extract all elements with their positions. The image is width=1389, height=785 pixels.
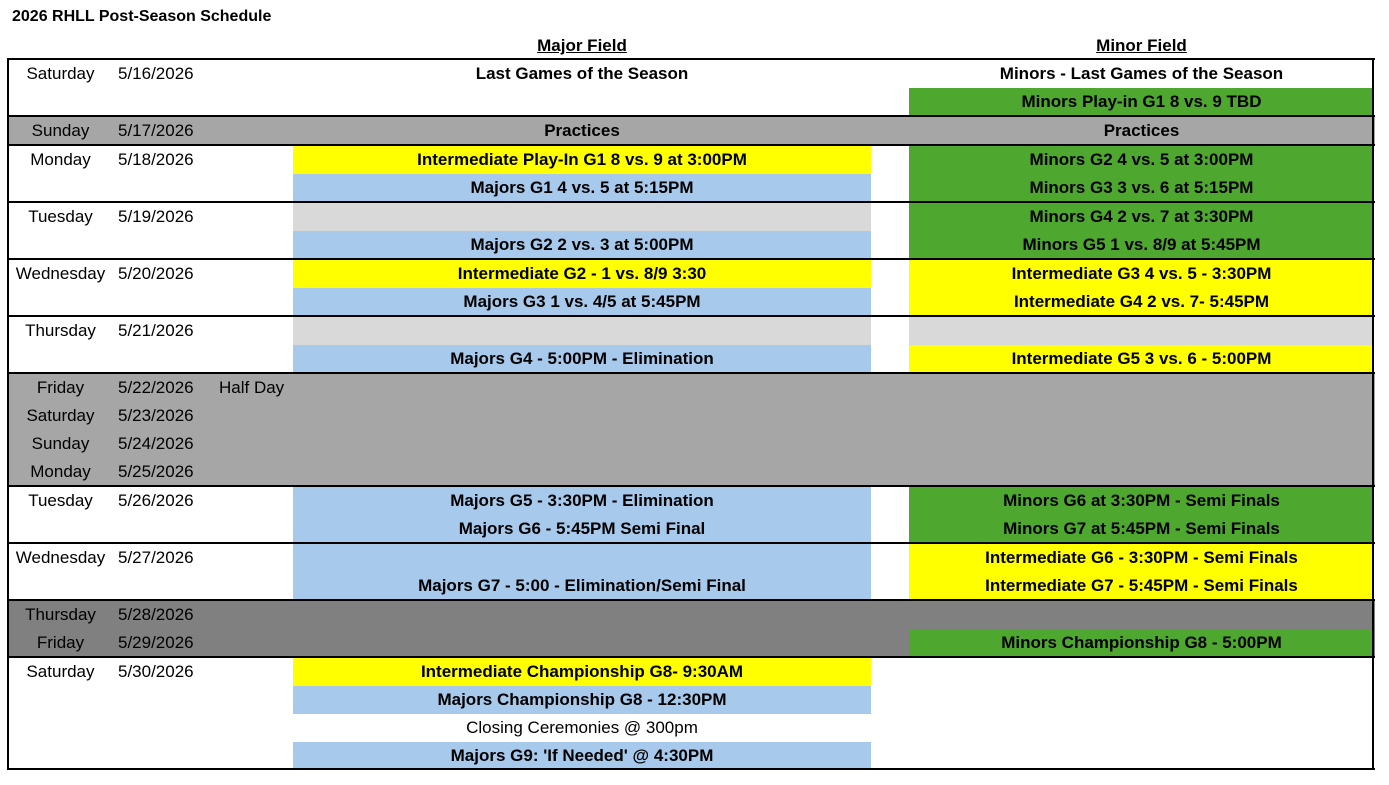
- date-cell: [118, 288, 218, 316]
- major-field-cell: Intermediate Championship G8- 9:30AM: [420, 662, 744, 681]
- day-cell: Sunday: [31, 121, 90, 140]
- day-cell: [8, 572, 113, 600]
- minor-field-cell: [909, 402, 1374, 430]
- major-field-cell: Closing Ceremonies @ 300pm: [466, 718, 698, 737]
- date-cell: 5/29/2026: [118, 633, 194, 652]
- note-cell: [219, 572, 299, 600]
- note-cell: Half Day: [219, 378, 285, 397]
- day-cell: Saturday: [26, 662, 95, 681]
- note-cell: [219, 487, 299, 515]
- group-border: [8, 768, 1375, 770]
- note-cell: [219, 146, 299, 174]
- major-field-cell: Last Games of the Season: [475, 64, 689, 83]
- date-cell: 5/30/2026: [118, 662, 194, 681]
- major-field-cell: Majors G2 2 vs. 3 at 5:00PM: [470, 235, 694, 254]
- major-field-cell: [293, 88, 871, 116]
- day-cell: [8, 686, 113, 714]
- major-field-cell: Majors G6 - 5:45PM Semi Final: [458, 519, 706, 538]
- day-cell: [8, 742, 113, 770]
- date-cell: 5/20/2026: [118, 264, 194, 283]
- group-border: [8, 58, 1375, 60]
- minor-field-cell: Practices: [1103, 121, 1180, 140]
- day-cell: Wednesday: [15, 264, 106, 283]
- day-cell: Monday: [30, 462, 91, 481]
- minor-field-cell: Minors Play-in G1 8 vs. 9 TBD: [1021, 92, 1262, 111]
- major-field-cell: Majors G3 1 vs. 4/5 at 5:45PM: [463, 292, 701, 311]
- date-cell: [118, 345, 218, 373]
- date-cell: 5/23/2026: [118, 406, 194, 425]
- date-cell: 5/25/2026: [118, 462, 194, 481]
- day-cell: Monday: [30, 150, 91, 169]
- date-cell: 5/22/2026: [118, 378, 194, 397]
- note-cell: [219, 174, 299, 202]
- note-cell: [219, 515, 299, 543]
- major-field-cell: [293, 402, 871, 430]
- major-field-cell: Practices: [544, 121, 620, 140]
- date-cell: 5/21/2026: [118, 321, 194, 340]
- minor-field-cell: [909, 714, 1374, 742]
- note-cell: [219, 203, 299, 231]
- day-cell: [8, 288, 113, 316]
- minor-field-cell: Intermediate G5 3 vs. 6 - 5:00PM: [1011, 349, 1272, 368]
- minor-field-cell: [909, 601, 1374, 629]
- group-border: [8, 315, 1375, 317]
- date-cell: [118, 714, 218, 742]
- note-cell: [219, 117, 299, 145]
- minor-field-cell: Intermediate G7 - 5:45PM - Semi Finals: [985, 576, 1298, 595]
- minor-field-cell: [909, 658, 1374, 686]
- major-field-cell: [293, 374, 871, 402]
- note-cell: [219, 231, 299, 259]
- day-cell: Sunday: [31, 434, 90, 453]
- note-cell: [219, 88, 299, 116]
- major-field-cell: [293, 430, 871, 458]
- table-side-border: [7, 58, 9, 770]
- major-field-cell: [293, 317, 871, 345]
- note-cell: [219, 430, 299, 458]
- major-field-cell: [293, 629, 871, 657]
- note-cell: [219, 686, 299, 714]
- day-cell: [8, 345, 113, 373]
- minor-field-cell: Minors - Last Games of the Season: [999, 64, 1284, 83]
- major-field-cell: Majors G7 - 5:00 - Elimination/Semi Final: [418, 576, 746, 595]
- note-cell: [219, 288, 299, 316]
- date-cell: 5/27/2026: [118, 548, 194, 567]
- date-cell: 5/26/2026: [118, 491, 194, 510]
- day-cell: Saturday: [26, 64, 95, 83]
- minor-field-cell: Intermediate G4 2 vs. 7- 5:45PM: [1013, 292, 1270, 311]
- date-cell: [118, 88, 218, 116]
- day-cell: Friday: [36, 378, 85, 397]
- major-field-cell: Majors G1 4 vs. 5 at 5:15PM: [470, 178, 694, 197]
- major-field-cell: Intermediate G2 - 1 vs. 8/9 3:30: [457, 264, 707, 283]
- group-border: [8, 485, 1375, 487]
- group-border: [8, 115, 1375, 117]
- minor-field-cell: [909, 458, 1374, 486]
- major-field-cell: [293, 601, 871, 629]
- minor-field-cell: Intermediate G6 - 3:30PM - Semi Finals: [985, 548, 1298, 567]
- minor-field-cell: Minors Championship G8 - 5:00PM: [1001, 633, 1282, 652]
- minor-field-cell: [909, 430, 1374, 458]
- group-border: [8, 542, 1375, 544]
- date-cell: 5/16/2026: [118, 64, 194, 83]
- day-cell: Thursday: [25, 605, 96, 624]
- group-border: [8, 656, 1375, 658]
- major-field-cell: [293, 544, 871, 572]
- note-cell: [219, 402, 299, 430]
- table-side-border: [1372, 58, 1374, 770]
- note-cell: [219, 345, 299, 373]
- major-field-cell: Majors G5 - 3:30PM - Elimination: [450, 491, 714, 510]
- note-cell: [219, 544, 299, 572]
- note-cell: [219, 60, 299, 88]
- minor-field-cell: [909, 374, 1374, 402]
- day-cell: [8, 174, 113, 202]
- date-cell: 5/18/2026: [118, 150, 194, 169]
- note-cell: [219, 317, 299, 345]
- day-cell: [8, 88, 113, 116]
- date-cell: [118, 572, 218, 600]
- note-cell: [219, 714, 299, 742]
- group-border: [8, 599, 1375, 601]
- day-cell: Wednesday: [15, 548, 106, 567]
- note-cell: [219, 658, 299, 686]
- note-cell: [219, 742, 299, 770]
- date-cell: [118, 515, 218, 543]
- day-cell: Friday: [36, 633, 85, 652]
- major-field-cell: [293, 458, 871, 486]
- minor-field-cell: Minors G3 3 vs. 6 at 5:15PM: [1029, 178, 1254, 197]
- major-field-cell: [293, 203, 871, 231]
- group-border: [8, 144, 1375, 146]
- major-field-cell: Majors G9: 'If Needed' @ 4:30PM: [450, 746, 714, 765]
- date-cell: [118, 742, 218, 770]
- note-cell: [219, 601, 299, 629]
- major-field-header: Major Field: [537, 36, 627, 55]
- date-cell: [118, 231, 218, 259]
- minor-field-cell: Minors G5 1 vs. 8/9 at 5:45PM: [1022, 235, 1261, 254]
- major-field-cell: Majors G4 - 5:00PM - Elimination: [450, 349, 714, 368]
- minor-field-cell: Minors G6 at 3:30PM - Semi Finals: [1003, 491, 1280, 510]
- day-cell: Tuesday: [28, 491, 93, 510]
- day-cell: [8, 231, 113, 259]
- date-cell: 5/24/2026: [118, 434, 194, 453]
- day-cell: Thursday: [25, 321, 96, 340]
- date-cell: 5/28/2026: [118, 605, 194, 624]
- date-cell: [118, 174, 218, 202]
- note-cell: [219, 458, 299, 486]
- day-cell: Tuesday: [28, 207, 93, 226]
- minor-field-cell: Minors G4 2 vs. 7 at 3:30PM: [1029, 207, 1254, 226]
- minor-field-cell: Intermediate G3 4 vs. 5 - 3:30PM: [1011, 264, 1272, 283]
- minor-field-header: Minor Field: [1096, 36, 1187, 55]
- day-cell: [8, 714, 113, 742]
- page-title: 2026 RHLL Post-Season Schedule: [12, 8, 272, 25]
- group-border: [8, 372, 1375, 374]
- minor-field-cell: [909, 317, 1374, 345]
- group-border: [8, 258, 1375, 260]
- note-cell: [219, 260, 299, 288]
- group-border: [8, 201, 1375, 203]
- minor-field-cell: Minors G2 4 vs. 5 at 3:00PM: [1029, 150, 1254, 169]
- day-cell: [8, 515, 113, 543]
- date-cell: 5/17/2026: [118, 121, 194, 140]
- day-cell: Saturday: [26, 406, 95, 425]
- minor-field-cell: [909, 686, 1374, 714]
- note-cell: [219, 629, 299, 657]
- date-cell: [118, 686, 218, 714]
- major-field-cell: Intermediate Play-In G1 8 vs. 9 at 3:00PM: [417, 150, 747, 169]
- minor-field-cell: [909, 742, 1374, 770]
- major-field-cell: Majors Championship G8 - 12:30PM: [437, 690, 727, 709]
- minor-field-cell: Minors G7 at 5:45PM - Semi Finals: [1003, 519, 1280, 538]
- date-cell: 5/19/2026: [118, 207, 194, 226]
